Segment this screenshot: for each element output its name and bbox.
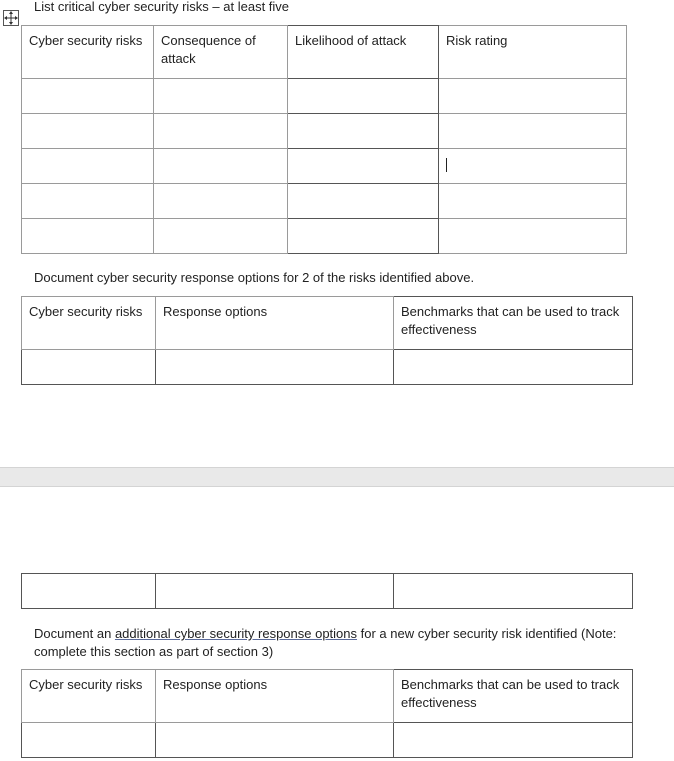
table-row — [22, 723, 633, 758]
table-cell[interactable] — [22, 219, 154, 254]
section3-heading — [34, 625, 644, 661]
table-cell[interactable] — [156, 723, 394, 758]
risks-table — [21, 25, 627, 254]
section3-heading-prefix: Document an — [34, 626, 115, 641]
table-cell[interactable] — [22, 114, 154, 149]
risks-table-header-row — [22, 26, 627, 79]
header-response-options[interactable]: Response options — [156, 297, 394, 350]
header-benchmarks[interactable]: Benchmarks that can be used to track effectiveness — [394, 297, 633, 350]
header-consequence-of-attack[interactable]: Consequence of attack — [154, 26, 288, 79]
table-cell[interactable] — [288, 149, 439, 184]
header-response-options[interactable]: Response options — [156, 670, 394, 723]
table-row — [22, 219, 627, 254]
table-cell[interactable] — [156, 574, 394, 609]
table-cell[interactable] — [288, 219, 439, 254]
response-table-header-row — [22, 297, 633, 350]
additional-table-header-row — [22, 670, 633, 723]
section1-heading: List critical cyber security risks – at least five — [34, 0, 290, 14]
table-cell[interactable] — [156, 350, 394, 385]
section3-heading-link[interactable]: additional cyber security response options — [114, 626, 358, 641]
table-cell[interactable] — [22, 79, 154, 114]
table-cell-with-cursor[interactable] — [439, 149, 627, 184]
table-cell[interactable] — [439, 79, 627, 114]
table-row — [22, 149, 627, 184]
table-row — [22, 350, 633, 385]
text-cursor — [446, 158, 447, 172]
table-cell[interactable] — [22, 723, 156, 758]
additional-response-table — [21, 669, 633, 758]
table-cell[interactable] — [22, 350, 156, 385]
header-cyber-security-risks[interactable]: Cyber security risks — [22, 26, 154, 79]
table-row — [22, 114, 627, 149]
table-cell[interactable] — [288, 184, 439, 219]
table-cell[interactable] — [288, 79, 439, 114]
table-cell[interactable] — [154, 149, 288, 184]
response-options-table-continued — [21, 573, 633, 609]
table-cell[interactable] — [288, 114, 439, 149]
section2-heading: Document cyber security response options for 2 of the risks identified above. — [34, 270, 475, 285]
table-cell[interactable] — [439, 219, 627, 254]
table-cell[interactable] — [394, 350, 633, 385]
table-row — [22, 184, 627, 219]
header-likelihood-of-attack[interactable]: Likelihood of attack — [288, 26, 439, 79]
table-cell[interactable] — [394, 723, 633, 758]
table-cell[interactable] — [22, 574, 156, 609]
table-cell[interactable] — [394, 574, 633, 609]
header-cyber-security-risks[interactable]: Cyber security risks — [22, 670, 156, 723]
section3-heading-suffix: for a new cyber security risk identified (Note: complete this section as part of section 3) — [34, 626, 617, 659]
table-cell[interactable] — [154, 114, 288, 149]
header-cyber-security-risks[interactable]: Cyber security risks — [22, 297, 156, 350]
table-cell[interactable] — [439, 114, 627, 149]
table-row — [22, 574, 633, 609]
response-options-table — [21, 296, 633, 385]
header-benchmarks[interactable]: Benchmarks that can be used to track effectiveness — [394, 670, 633, 723]
page-break — [0, 467, 674, 487]
table-cell[interactable] — [154, 79, 288, 114]
table-cell[interactable] — [22, 184, 154, 219]
table-cell[interactable] — [439, 184, 627, 219]
table-move-handle-icon[interactable] — [3, 10, 19, 26]
table-cell[interactable] — [22, 149, 154, 184]
header-risk-rating[interactable]: Risk rating — [439, 26, 627, 79]
table-cell[interactable] — [154, 184, 288, 219]
table-row — [22, 79, 627, 114]
table-cell[interactable] — [154, 219, 288, 254]
